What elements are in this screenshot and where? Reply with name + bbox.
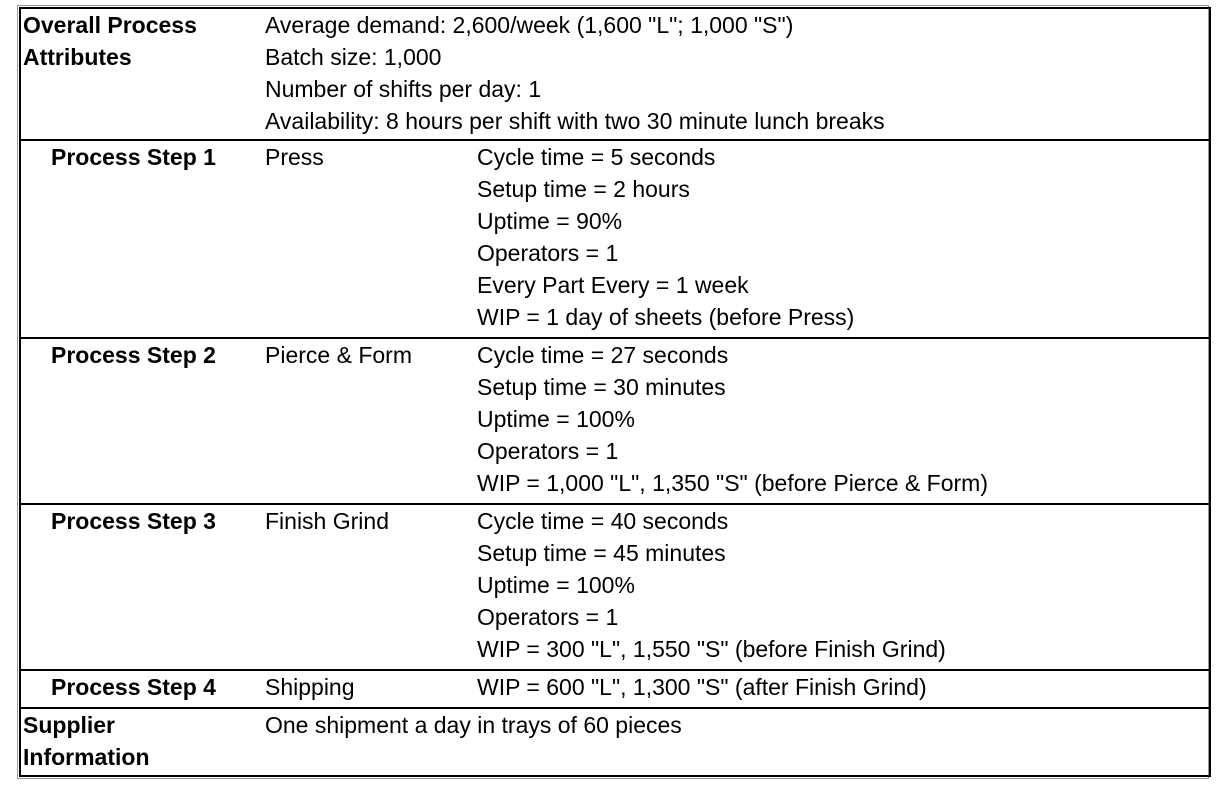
process-step-name-cell — [265, 504, 477, 670]
process-step-label: Process Step 1 — [51, 144, 216, 170]
process-step-detail: Cycle time = 40 seconds — [477, 508, 729, 534]
process-step-details-cell — [477, 338, 1210, 504]
process-step-detail: Operators = 1 — [477, 604, 619, 630]
process-step-detail: Cycle time = 5 seconds — [477, 144, 716, 170]
shifts-per-day-line: Number of shifts per day: 1 — [265, 76, 542, 102]
process-step-name-cell — [265, 338, 477, 504]
process-step-name: Finish Grind — [265, 508, 389, 534]
supplier-info-title: Supplier Information — [23, 712, 150, 770]
process-step-detail: Every Part Every = 1 week — [477, 272, 749, 298]
process-step-detail: Cycle time = 27 seconds — [477, 342, 729, 368]
process-step-label: Process Step 2 — [51, 342, 216, 368]
process-step-details-cell — [477, 670, 1210, 708]
overall-process-title-cell — [20, 8, 265, 140]
average-demand-line: Average demand: 2,600/week (1,600 "L"; 1,000 "S") — [265, 12, 794, 38]
process-step-detail: Setup time = 30 minutes — [477, 374, 726, 400]
process-step-detail: Setup time = 2 hours — [477, 176, 690, 202]
availability-line: Availability: 8 hours per shift with two 30 minute lunch breaks — [265, 108, 885, 134]
supplier-info-title-cell — [20, 708, 265, 776]
process-step-label-cell — [20, 338, 265, 504]
process-step-detail: Uptime = 100% — [477, 406, 635, 432]
process-step-detail: Operators = 1 — [477, 438, 619, 464]
process-step-label-cell — [20, 670, 265, 708]
process-step-name-cell — [265, 140, 477, 338]
process-step-label-cell — [20, 140, 265, 338]
overall-process-row — [20, 8, 1210, 140]
process-step-detail: Uptime = 90% — [477, 208, 623, 234]
process-step-row — [20, 140, 1210, 338]
process-step-row — [20, 338, 1210, 504]
overall-process-title: Overall Process Attributes — [23, 12, 197, 70]
supplier-info-text-cell — [265, 708, 1210, 776]
supplier-info-row — [20, 708, 1210, 776]
process-step-label-cell — [20, 504, 265, 670]
supplier-info-text: One shipment a day in trays of 60 pieces — [265, 712, 682, 738]
batch-size-line: Batch size: 1,000 — [265, 44, 442, 70]
overall-process-details-cell — [265, 8, 1210, 140]
process-step-details-cell — [477, 140, 1210, 338]
process-step-label: Process Step 3 — [51, 508, 216, 534]
process-step-name: Shipping — [265, 674, 355, 700]
process-step-detail: WIP = 1,000 "L", 1,350 "S" (before Pierce & Form) — [477, 470, 988, 496]
process-step-detail: WIP = 1 day of sheets (before Press) — [477, 304, 855, 330]
process-step-name: Pierce & Form — [265, 342, 412, 368]
process-step-detail: Uptime = 100% — [477, 572, 635, 598]
process-step-row — [20, 670, 1210, 708]
process-step-detail: Setup time = 45 minutes — [477, 540, 726, 566]
process-step-detail: WIP = 600 "L", 1,300 "S" (after Finish Grind) — [477, 674, 927, 700]
process-step-details-cell — [477, 504, 1210, 670]
process-step-name: Press — [265, 144, 324, 170]
process-step-row — [20, 504, 1210, 670]
process-step-detail: Operators = 1 — [477, 240, 619, 266]
process-attributes-table — [19, 7, 1211, 777]
process-step-name-cell — [265, 670, 477, 708]
process-step-detail: WIP = 300 "L", 1,550 "S" (before Finish Grind) — [477, 636, 946, 662]
process-step-label: Process Step 4 — [51, 674, 216, 700]
